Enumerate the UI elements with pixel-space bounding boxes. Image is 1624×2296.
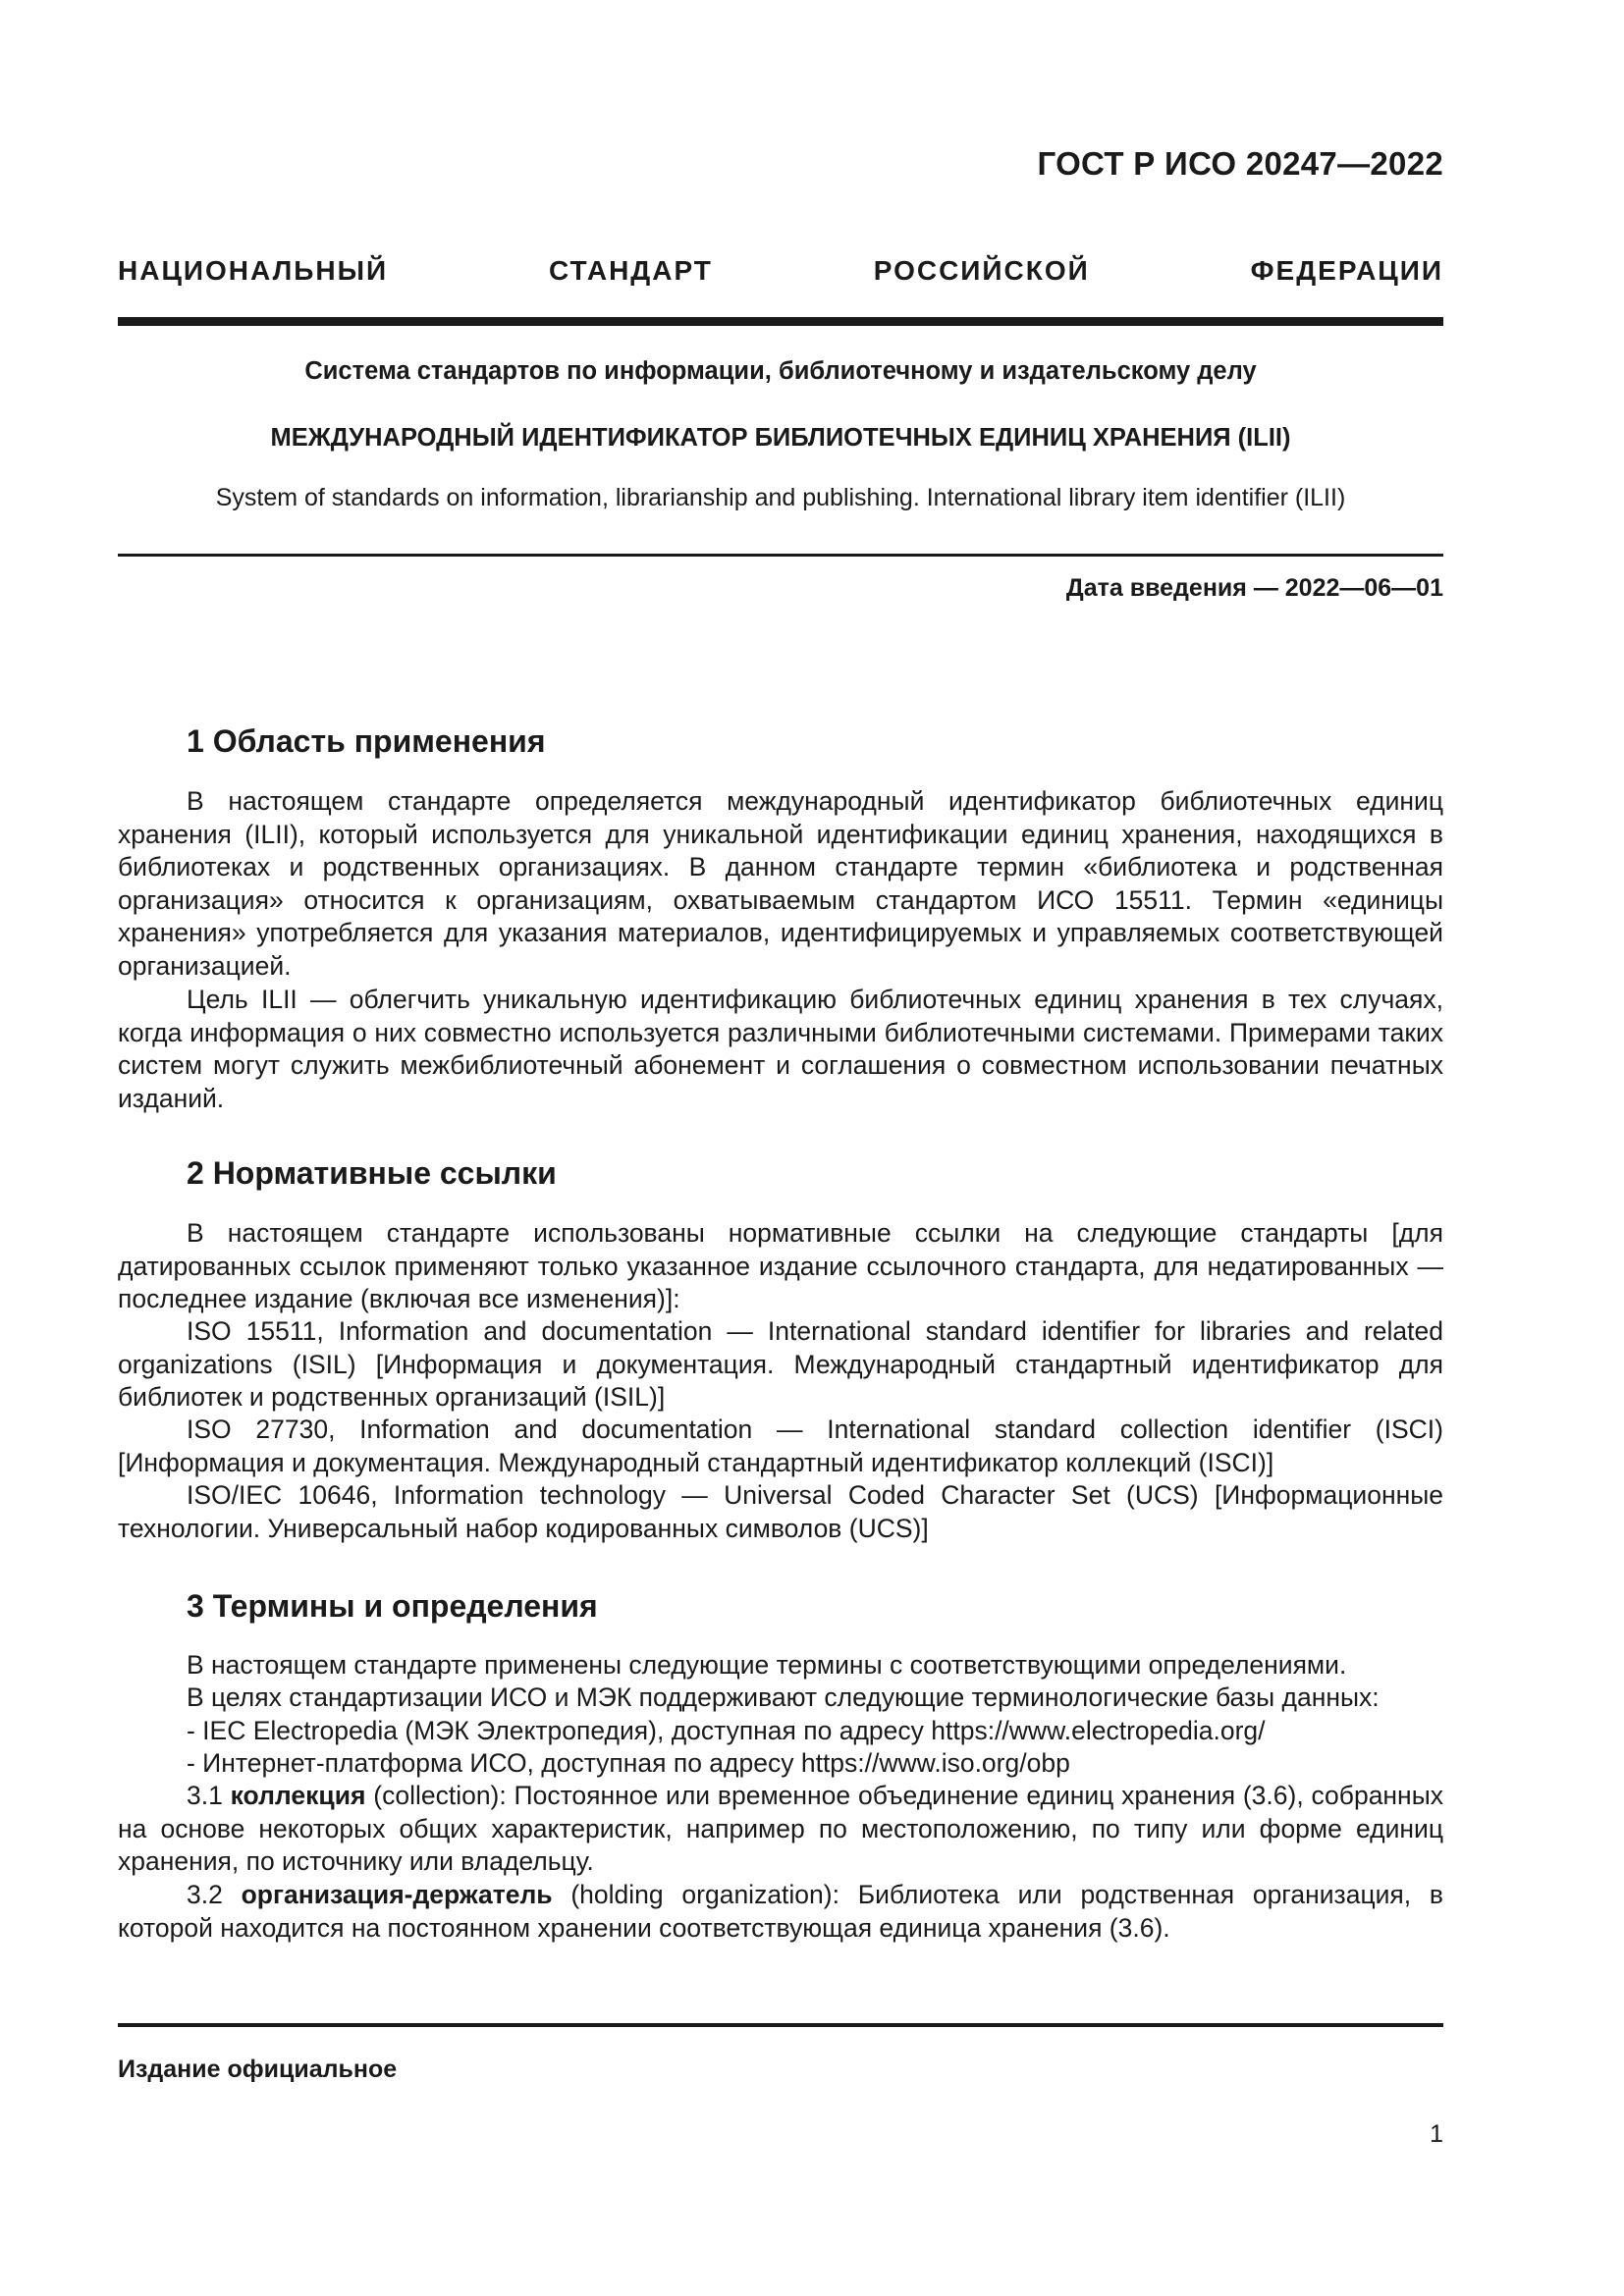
thick-divider bbox=[118, 317, 1443, 326]
term-name: организация-держатель bbox=[241, 1880, 553, 1909]
term-definition: (collection): Постоянное или временное объединение единиц хранения (3.6), собранных на основе некоторых общих характеристик, например по местоположению, по типу или форме единиц хранения, по источнику или владельцу. bbox=[118, 1781, 1443, 1876]
reference-iso-iec-10646: ISO/IEC 10646, Information technology — Universal Coded Character Set (UCS) [Информационные технологии. Универсальный набор кодированных символов (UCS)] bbox=[118, 1480, 1443, 1543]
term-number: 3.2 bbox=[187, 1880, 242, 1909]
section-3-paragraph-2: В целях стандартизации ИСО и МЭК поддерживают следующие терминологические базы данных: bbox=[187, 1682, 1380, 1712]
reference-iso-15511: ISO 15511, Information and documentation — International standard identifier for libraries and related organizations (ISIL) [Информация и документация. Международный стандартный идентификатор для библиотек и родственных организаций (ISIL)] bbox=[118, 1316, 1443, 1412]
title-divider bbox=[118, 554, 1443, 557]
national-standard-banner: НАЦИОНАЛЬНЫЙ СТАНДАРТ РОССИЙСКОЙ ФЕДЕРАЦИИ bbox=[118, 255, 1443, 286]
page-number: 1 bbox=[1430, 2120, 1443, 2148]
standards-system-title: Система стандартов по информации, библиотечному и издательскому делу bbox=[304, 357, 1257, 385]
section-3-paragraph-1: В настоящем стандарте применены следующие термины с соответствующими определениями. bbox=[187, 1650, 1347, 1680]
document-title: МЕЖДУНАРОДНЫЙ ИДЕНТИФИКАТОР БИБЛИОТЕЧНЫХ ЕДИНИЦ ХРАНЕНИЯ (ILII) bbox=[270, 424, 1291, 452]
reference-iso-27730: ISO 27730, Information and documentation — International standard collection identifier (ISCI) [Информация и документация. Международный стандартный идентификатор коллекций (ISCI)] bbox=[118, 1415, 1443, 1477]
terminology-database-iso-obp: - Интернет-платформа ИСО, доступная по адресу https://www.iso.org/obp bbox=[187, 1748, 1070, 1778]
section-2-heading: 2 Нормативные ссылки bbox=[187, 1155, 557, 1191]
footer-divider bbox=[118, 2023, 1443, 2027]
section-1-paragraph-2: Цель ILII — облегчить уникальную идентификацию библиотечных единиц хранения в тех случаях, когда информация о них совместно используется различными библиотечными системами. Примерами таких систем могут служить межбиблиотечный абонемент и соглашения о совместном использовании печатных изданий. bbox=[118, 985, 1443, 1113]
term-number: 3.1 bbox=[187, 1781, 231, 1810]
section-3-heading: 3 Термины и определения bbox=[187, 1588, 598, 1624]
section-1-heading: 1 Область применения bbox=[187, 723, 546, 759]
english-title: System of standards on information, librarianship and publishing. International library item identifier (ILII) bbox=[215, 484, 1346, 511]
introduction-date: Дата введения — 2022—06—01 bbox=[1065, 574, 1443, 602]
terminology-database-electropedia: - IEC Electropedia (МЭК Электропедия), доступная по адресу https://www.electropedia.org/ bbox=[187, 1716, 1266, 1745]
official-edition-label: Издание официальное bbox=[118, 2056, 398, 2083]
term-3-1-collection bbox=[118, 1780, 1443, 1879]
term-definition: (holding organization): Библиотека или родственная организация, в которой находится на постоянном хранении соответствующая единица хранения (3.6). bbox=[118, 1880, 1443, 1943]
section-1-paragraph-1: В настоящем стандарте определяется международный идентификатор библиотечных единиц хранения (ILII), который используется для уникальной идентификации единиц хранения, находящихся в библиотеках и родственных организациях. В данном стандарте термин «библиотека и родственная организация» относится к организациям, охватываемым стандартом ИСО 15511. Термин «единицы хранения» употребляется для указания материалов, идентифицируемых и управляемых соответствующей организацией. bbox=[118, 786, 1443, 981]
term-name: коллекция bbox=[230, 1781, 366, 1810]
section-2-paragraph-1: В настоящем стандарте использованы нормативные ссылки на следующие стандарты [для датированных ссылок применяют только указанное издание ссылочного стандарта, для недатированных — последнее издание (включая все изменения)]: bbox=[118, 1218, 1443, 1313]
term-3-2-holding-organization bbox=[118, 1879, 1443, 1945]
document-code: ГОСТ Р ИСО 20247—2022 bbox=[1037, 145, 1443, 182]
